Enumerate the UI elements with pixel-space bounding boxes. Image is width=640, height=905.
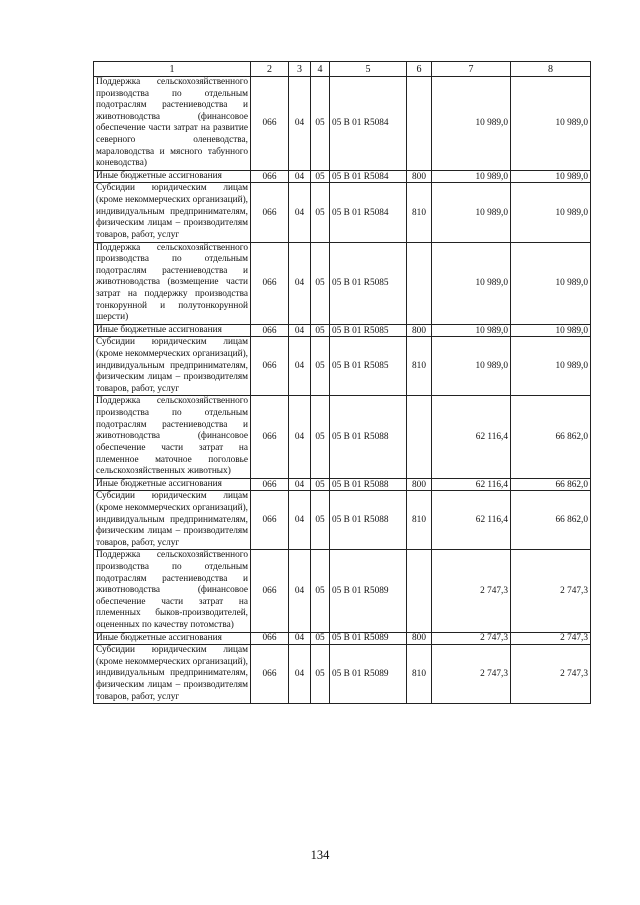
amount-year-2: 66 862,0 — [511, 478, 591, 491]
section-code: 04 — [289, 337, 311, 396]
row-name: Иные бюджетные ассигнования — [94, 170, 251, 183]
subsection-code: 05 — [311, 645, 330, 704]
row-name: Иные бюджетные ассигнования — [94, 478, 251, 491]
amount-year-2: 10 989,0 — [511, 183, 591, 242]
section-code: 04 — [289, 645, 311, 704]
target-article-code: 05 B 01 R5089 — [330, 550, 407, 632]
section-code: 04 — [289, 242, 311, 324]
amount-year-1: 2 747,3 — [432, 632, 511, 645]
target-article-code: 05 B 01 R5085 — [330, 337, 407, 396]
amount-year-2: 66 862,0 — [511, 396, 591, 478]
budget-table — [93, 61, 591, 704]
amount-year-2: 10 989,0 — [511, 170, 591, 183]
admin-code: 066 — [251, 242, 289, 324]
target-article-code: 05 B 01 R5089 — [330, 645, 407, 704]
subsection-code: 05 — [311, 491, 330, 550]
expense-type-code — [407, 550, 432, 632]
admin-code: 066 — [251, 170, 289, 183]
target-article-code: 05 B 01 R5088 — [330, 491, 407, 550]
row-name: Поддержка сельскохозяйственного производства по отдельным подотраслям растениеводства и животноводства (финансовое обеспечение части затрат на развитие северного оленеводства, мараловодства и мясного табунного коневодства) — [94, 77, 251, 171]
amount-year-1: 62 116,4 — [432, 491, 511, 550]
admin-code: 066 — [251, 550, 289, 632]
row-name: Субсидии юридическим лицам (кроме некоммерческих организаций), индивидуальным предпринимателям, физическим лицам – производителям товаров, работ, услуг — [94, 491, 251, 550]
row-name: Субсидии юридическим лицам (кроме некоммерческих организаций), индивидуальным предпринимателям, физическим лицам – производителям товаров, работ, услуг — [94, 183, 251, 242]
target-article-code: 05 B 01 R5084 — [330, 183, 407, 242]
amount-year-1: 10 989,0 — [432, 242, 511, 324]
section-code: 04 — [289, 77, 311, 171]
table-row — [94, 550, 591, 632]
table-row — [94, 645, 591, 704]
target-article-code: 05 B 01 R5085 — [330, 324, 407, 337]
header-cell-6: 6 — [407, 62, 432, 77]
amount-year-2: 10 989,0 — [511, 242, 591, 324]
table-body — [94, 77, 591, 704]
admin-code: 066 — [251, 77, 289, 171]
expense-type-code — [407, 396, 432, 478]
amount-year-1: 2 747,3 — [432, 645, 511, 704]
row-name: Субсидии юридическим лицам (кроме некоммерческих организаций), индивидуальным предпринимателям, физическим лицам – производителям товаров, работ, услуг — [94, 645, 251, 704]
section-code: 04 — [289, 396, 311, 478]
table-row — [94, 478, 591, 491]
subsection-code: 05 — [311, 77, 330, 171]
header-cell-8: 8 — [511, 62, 591, 77]
row-name: Субсидии юридическим лицам (кроме некоммерческих организаций), индивидуальным предпринимателям, физическим лицам – производителям товаров, работ, услуг — [94, 337, 251, 396]
expense-type-code — [407, 242, 432, 324]
expense-type-code: 810 — [407, 491, 432, 550]
table-row — [94, 337, 591, 396]
header-cell-3: 3 — [289, 62, 311, 77]
amount-year-2: 2 747,3 — [511, 632, 591, 645]
amount-year-1: 10 989,0 — [432, 324, 511, 337]
subsection-code: 05 — [311, 324, 330, 337]
table-row — [94, 396, 591, 478]
amount-year-1: 10 989,0 — [432, 337, 511, 396]
amount-year-1: 2 747,3 — [432, 550, 511, 632]
expense-type-code: 800 — [407, 324, 432, 337]
section-code: 04 — [289, 324, 311, 337]
header-cell-5: 5 — [330, 62, 407, 77]
table-row — [94, 183, 591, 242]
expense-type-code — [407, 77, 432, 171]
amount-year-2: 2 747,3 — [511, 550, 591, 632]
target-article-code: 05 B 01 R5085 — [330, 242, 407, 324]
subsection-code: 05 — [311, 396, 330, 478]
expense-type-code: 800 — [407, 170, 432, 183]
subsection-code: 05 — [311, 242, 330, 324]
expense-type-code: 810 — [407, 645, 432, 704]
row-name: Иные бюджетные ассигнования — [94, 324, 251, 337]
target-article-code: 05 B 01 R5088 — [330, 478, 407, 491]
section-code: 04 — [289, 491, 311, 550]
amount-year-2: 10 989,0 — [511, 77, 591, 171]
table-row — [94, 242, 591, 324]
row-name: Поддержка сельскохозяйственного производства по отдельным подотраслям растениеводства и животноводства (финансовое обеспечение части затрат на племенных быков-производителей, оцененных по качеству потомства) — [94, 550, 251, 632]
subsection-code: 05 — [311, 170, 330, 183]
admin-code: 066 — [251, 478, 289, 491]
amount-year-2: 10 989,0 — [511, 324, 591, 337]
amount-year-2: 2 747,3 — [511, 645, 591, 704]
subsection-code: 05 — [311, 478, 330, 491]
row-name: Поддержка сельскохозяйственного производства по отдельным подотраслям растениеводства и животноводства (финансовое обеспечение части затрат на племенное маточное поголовье сельскохозяйственных животных) — [94, 396, 251, 478]
amount-year-1: 62 116,4 — [432, 396, 511, 478]
amount-year-1: 10 989,0 — [432, 183, 511, 242]
admin-code: 066 — [251, 632, 289, 645]
expense-type-code: 810 — [407, 183, 432, 242]
amount-year-1: 10 989,0 — [432, 170, 511, 183]
subsection-code: 05 — [311, 632, 330, 645]
target-article-code: 05 B 01 R5089 — [330, 632, 407, 645]
section-code: 04 — [289, 550, 311, 632]
table-row — [94, 491, 591, 550]
table-row — [94, 77, 591, 171]
expense-type-code: 810 — [407, 337, 432, 396]
page-number: 134 — [310, 848, 330, 862]
section-code: 04 — [289, 632, 311, 645]
row-name: Иные бюджетные ассигнования — [94, 632, 251, 645]
amount-year-2: 10 989,0 — [511, 337, 591, 396]
admin-code: 066 — [251, 324, 289, 337]
header-cell-4: 4 — [311, 62, 330, 77]
section-code: 04 — [289, 478, 311, 491]
subsection-code: 05 — [311, 337, 330, 396]
expense-type-code: 800 — [407, 632, 432, 645]
section-code: 04 — [289, 183, 311, 242]
admin-code: 066 — [251, 491, 289, 550]
admin-code: 066 — [251, 396, 289, 478]
target-article-code: 05 B 01 R5084 — [330, 170, 407, 183]
row-name: Поддержка сельскохозяйственного производства по отдельным подотраслям растениеводства и животноводства (возмещение части затрат на поддержку производства тонкорунной и полутонкорунной шерсти) — [94, 242, 251, 324]
header-cell-2: 2 — [251, 62, 289, 77]
amount-year-1: 62 116,4 — [432, 478, 511, 491]
subsection-code: 05 — [311, 183, 330, 242]
expense-type-code: 800 — [407, 478, 432, 491]
admin-code: 066 — [251, 645, 289, 704]
table-row — [94, 170, 591, 183]
amount-year-2: 66 862,0 — [511, 491, 591, 550]
header-cell-7: 7 — [432, 62, 511, 77]
table-row — [94, 324, 591, 337]
target-article-code: 05 B 01 R5084 — [330, 77, 407, 171]
header-cell-1: 1 — [94, 62, 251, 77]
amount-year-1: 10 989,0 — [432, 77, 511, 171]
target-article-code: 05 B 01 R5088 — [330, 396, 407, 478]
subsection-code: 05 — [311, 550, 330, 632]
section-code: 04 — [289, 170, 311, 183]
table-row — [94, 632, 591, 645]
header-row — [94, 62, 591, 77]
admin-code: 066 — [251, 183, 289, 242]
admin-code: 066 — [251, 337, 289, 396]
